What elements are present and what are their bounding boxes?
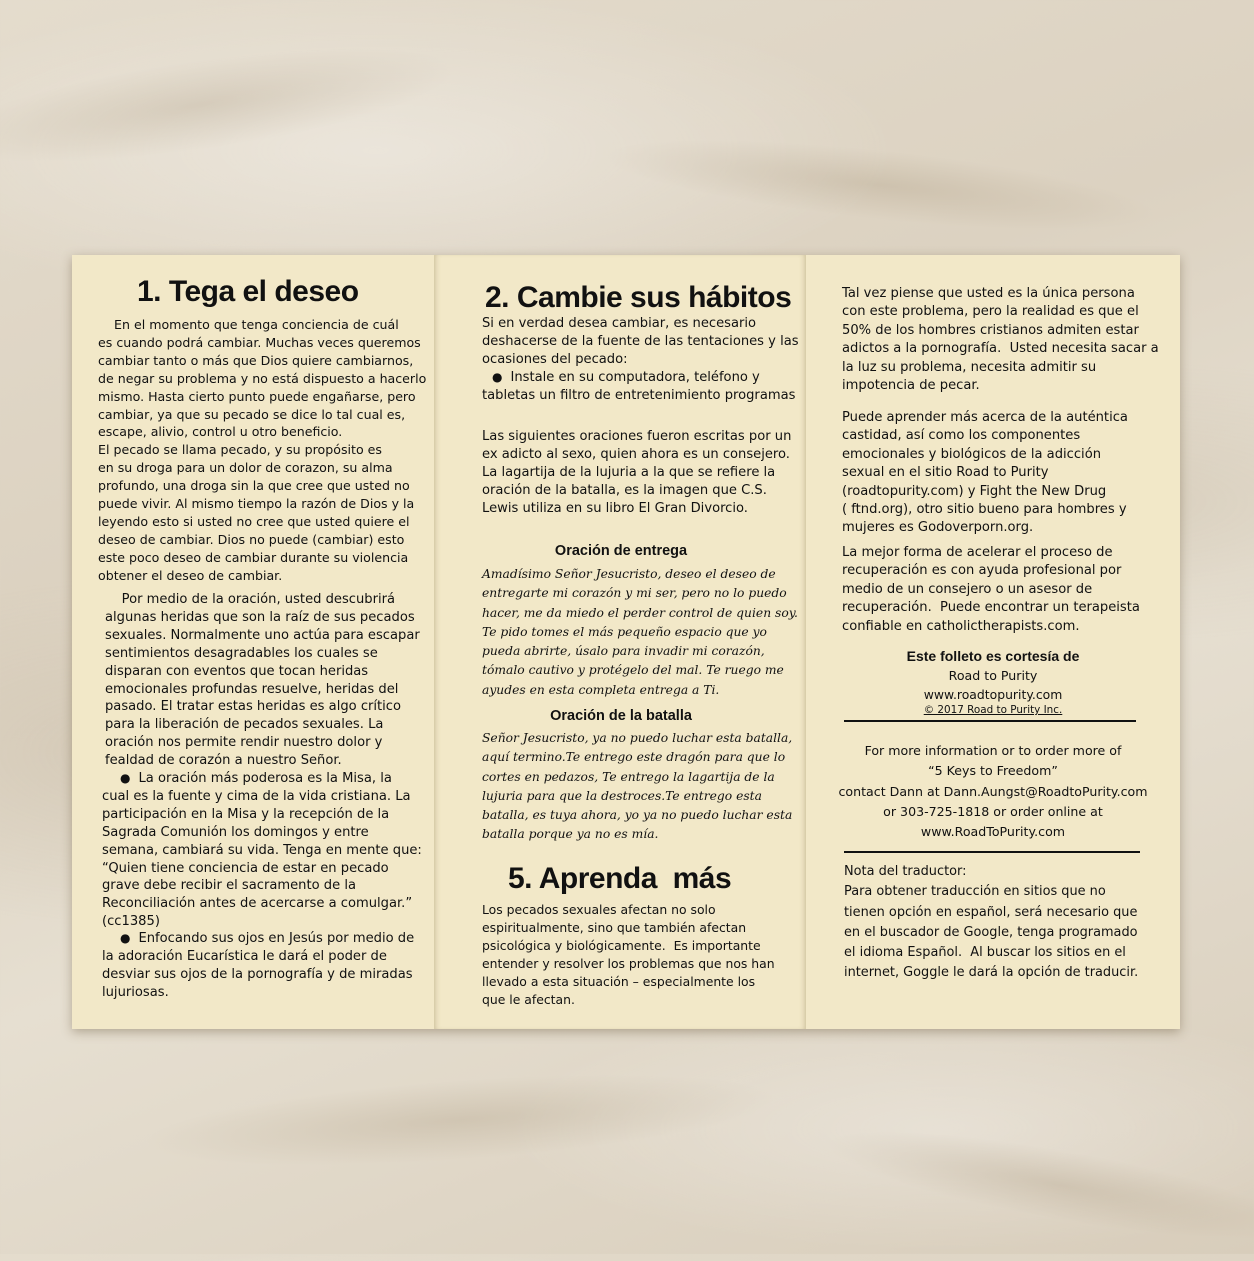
text-line: medio de un consejero o un asesor de: [842, 581, 1093, 597]
prayer1-title: Oración de entrega: [554, 543, 688, 559]
text-line: cual es la fuente y cima de la vida cristiana. La: [102, 788, 411, 804]
text-line: con este problema, pero la realidad es que el: [842, 304, 1139, 320]
text-line: mujeres es Godoverporn.org.: [842, 520, 1034, 536]
text-line: Tal vez piense que usted es la única persona: [842, 286, 1135, 301]
prayer2-title: Oración de la batalla: [550, 708, 692, 724]
text-line: psicológica y biológicamente. Es importante: [482, 937, 761, 953]
text-line: la luz su problema, necesita admitir su: [842, 359, 1097, 375]
text-line: Sagrada Comunión los domingos y entre: [102, 824, 369, 840]
text-line: cambiar tanto o más que Dios quiere cambiarnos,: [98, 352, 414, 368]
text-line: 50% de los hombres cristianos admiten estar: [842, 322, 1139, 338]
text-line: oración nos permite rendir nuestro dolor y: [105, 735, 383, 751]
text-line: puede vivir. Al mismo tiempo la razón de Dios y la: [98, 496, 415, 512]
text-line: en su droga para un dolor de corazon, su alma: [98, 460, 393, 476]
text-line: este poco deseo de cambiar durante su violencia: [98, 549, 409, 565]
translator-note: [844, 862, 1174, 984]
text-line: participación en la Misa y la recepción de la: [102, 806, 390, 822]
text-line: impotencia de pecar.: [842, 378, 980, 394]
text-line: obtener el deseo de cambiar.: [98, 567, 283, 583]
text-line: llevado a esta situación – especialmente los: [482, 973, 756, 989]
text-line: Las siguientes oraciones fueron escritas por un: [482, 429, 792, 444]
text-line: Reconciliación antes de acercarse a comulgar.”: [102, 896, 413, 912]
text-line: disparan con eventos que tocan heridas: [105, 663, 369, 679]
panel-2: [434, 255, 806, 1029]
contact-block: [806, 741, 1180, 842]
text-line: ayudes en esta completa entrega a Ti.: [482, 682, 720, 697]
panel3-para3: [842, 544, 1172, 636]
panel-1: [72, 255, 434, 1029]
text-line: castidad, así como los componentes: [842, 428, 1081, 444]
text-line: La mejor forma de acelerar el proceso de: [842, 545, 1113, 560]
text-line: internet, Goggle le dará la opción de traducir.: [844, 965, 1139, 981]
panel1-title: 1. Tega el deseo: [137, 275, 359, 308]
text-line: “5 Keys to Freedom”: [928, 763, 1058, 779]
panel2-prayers-intro: [482, 428, 802, 518]
text-line: deshacerse de la fuente de las tentaciones y las: [482, 333, 799, 349]
text-line: algunas heridas que son la raíz de sus pecados: [105, 609, 415, 625]
panel1-bullet-mass: [102, 770, 432, 931]
text-line: tienen opción en español, será necesario que: [844, 904, 1138, 920]
text-line: (roadtopurity.com) y Fight the New Drug: [842, 483, 1107, 499]
text-line: ( ftnd.org), otro sitio bueno para hombres y: [842, 502, 1127, 518]
text-line: For more information or to order more of: [864, 743, 1122, 758]
text-line: profundo, una droga sin la que cree que usted no: [98, 478, 410, 494]
bullet-line: ● Enfocando sus ojos en Jesús por medio de: [102, 930, 432, 948]
text-line: adictos a la pornografía. Usted necesita sacar a: [842, 341, 1159, 357]
courtesy-org: Road to Purity: [948, 668, 1038, 683]
text-line: Te pido tomes el más pequeño espacio que yo: [482, 624, 767, 639]
text-line: Por medio de la oración, usted descubrirá: [105, 592, 396, 607]
text-line: de negar su problema y no está dispuesto a hacerlo: [98, 370, 427, 386]
courtesy-title: Este folleto es cortesía de: [906, 648, 1080, 664]
panel1-para1: [98, 316, 428, 585]
text-line: “Quien tiene conciencia de estar en pecado: [102, 860, 389, 876]
text-line: Señor Jesucristo, ya no puedo luchar esta batalla,: [482, 731, 793, 745]
panel3-para1: [842, 285, 1172, 395]
contact-email: contact Dann at Dann.Aungst@RoadtoPurity.com: [838, 783, 1148, 799]
panel-3: [806, 255, 1180, 1029]
text-line: (cc1385): [102, 914, 160, 930]
text-line: mismo. Hasta cierto punto puede engañarse, pero: [98, 388, 416, 404]
panel2-intro: [482, 315, 802, 405]
text-line: deseo de cambiar. Dios no puede (cambiar) esto: [98, 531, 405, 547]
text-line: aquí termino.Te entrego este dragón para que lo: [482, 750, 786, 765]
text-line: espiritualmente, sino que también afectan: [482, 919, 747, 935]
copyright: © 2017 Road to Purity Inc.: [923, 704, 1063, 716]
text-line: El pecado se llama pecado, y su propósito es: [98, 442, 382, 458]
text-line: sentimientos desagradables los cuales se: [105, 645, 378, 661]
prayer2-text: [482, 729, 802, 845]
text-line: grave debe recibir el sacramento de la: [102, 878, 356, 894]
text-line: oración de la batalla, es la imagen que C.S.: [482, 482, 767, 498]
text-line: escape, alivio, control u otro beneficio.: [98, 424, 343, 440]
text-line: Puede aprender más acerca de la auténtica: [842, 410, 1128, 425]
contact-url: www.RoadToPurity.com: [920, 824, 1066, 840]
text-line: tómalo cautivo y protégelo del mal. Te ruego me: [482, 663, 784, 678]
text-line: fealdad de corazón a nuestro Señor.: [105, 753, 342, 769]
text-line: ocasiones del pecado:: [482, 351, 628, 367]
text-line: leyendo esto si usted no cree que usted quiere el: [98, 513, 410, 529]
text-line: la adoración Eucarística le dará el poder de: [102, 948, 387, 964]
brochure: [72, 255, 1180, 1029]
bullet-line: ● Instale en su computadora, teléfono y: [482, 369, 802, 387]
text-line: Si en verdad desea cambiar, es necesario: [482, 316, 757, 331]
text-line: desviar sus ojos de la pornografía y de miradas: [102, 966, 413, 982]
text-line: entender y resolver los problemas que nos han: [482, 955, 775, 971]
text-line: sexuales. Normalmente uno actúa para escapar: [105, 627, 420, 643]
text-line: recuperación es con ayuda profesional por: [842, 563, 1122, 579]
divider-bottom: [844, 851, 1140, 853]
text-line: pueda abrirte, úsalo para invadir mi corazón,: [482, 644, 765, 659]
translator-title: Nota del traductor:: [844, 864, 967, 879]
text-line: Para obtener traducción en sitios que no: [844, 884, 1106, 900]
text-line: cambiar, ya que su pecado se dice lo tal cual es,: [98, 406, 406, 422]
text-line: Los pecados sexuales afectan no solo: [482, 902, 716, 917]
text-line: semana, cambiará su vida. Tenga en mente que:: [102, 842, 422, 858]
courtesy-url: www.roadtopurity.com: [923, 687, 1063, 702]
text-line: confiable en catholictherapists.com.: [842, 618, 1080, 634]
text-line: emocionales profundas resuelve, heridas del: [105, 681, 399, 697]
panel2-title: 2. Cambie sus hábitos: [485, 281, 792, 314]
text-line: tabletas un filtro de entretenimiento programas: [482, 387, 796, 403]
panel2-title5: 5. Aprenda más: [508, 862, 732, 895]
text-line: en el buscador de Google, tenga programado: [844, 924, 1138, 940]
prayer1-text: [482, 565, 802, 700]
text-line: En el momento que tenga conciencia de cuál: [98, 317, 399, 332]
text-line: es cuando podrá cambiar. Muchas veces queremos: [98, 334, 421, 350]
text-line: para la liberación de pecados sexuales. La: [105, 717, 384, 733]
text-line: pasado. El tratar estas heridas es algo crítico: [105, 699, 402, 715]
text-line: hacer, me da miedo el perder control de quien soy.: [482, 605, 798, 620]
bullet-line: ● La oración más poderosa es la Misa, la: [102, 770, 432, 788]
text-line: recuperación. Puede encontrar un terapeista: [842, 600, 1140, 616]
text-line: or 303-725-1818 or order online at: [883, 803, 1103, 819]
panel1-para2: [105, 591, 430, 770]
panel2-para5: [482, 901, 802, 1008]
text-line: emocionales y biológicos de la adicción: [842, 446, 1102, 462]
text-line: que le afectan.: [482, 991, 575, 1007]
text-line: cortes en pedazos, Te entrego la lagartija de la: [482, 769, 775, 784]
text-line: el idioma Español. Al buscar los sitios en el: [844, 945, 1126, 961]
text-line: ex adicto al sexo, quien ahora es un consejero.: [482, 446, 790, 462]
text-line: lujuriosas.: [102, 984, 169, 1000]
text-line: Lewis utiliza en su libro El Gran Divorcio.: [482, 500, 748, 516]
divider-top: [844, 720, 1136, 722]
text-line: lujuria para que la destroces.Te entrego esta: [482, 788, 762, 803]
panel1-bullet-adoration: [102, 930, 432, 1002]
text-line: batalla porque ya no es mía.: [482, 827, 659, 842]
text-line: Amadísimo Señor Jesucristo, deseo el deseo de: [482, 567, 776, 581]
text-line: sexual en el sitio Road to Purity: [842, 465, 1049, 481]
text-line: batalla, es tuya ahora, yo ya no puedo luchar esta: [482, 808, 793, 823]
text-line: entregarte mi corazón y mi ser, pero no lo puedo: [482, 586, 787, 601]
panel3-para2: [842, 409, 1172, 538]
text-line: La lagartija de la lujuria a la que se refiere la: [482, 464, 776, 480]
